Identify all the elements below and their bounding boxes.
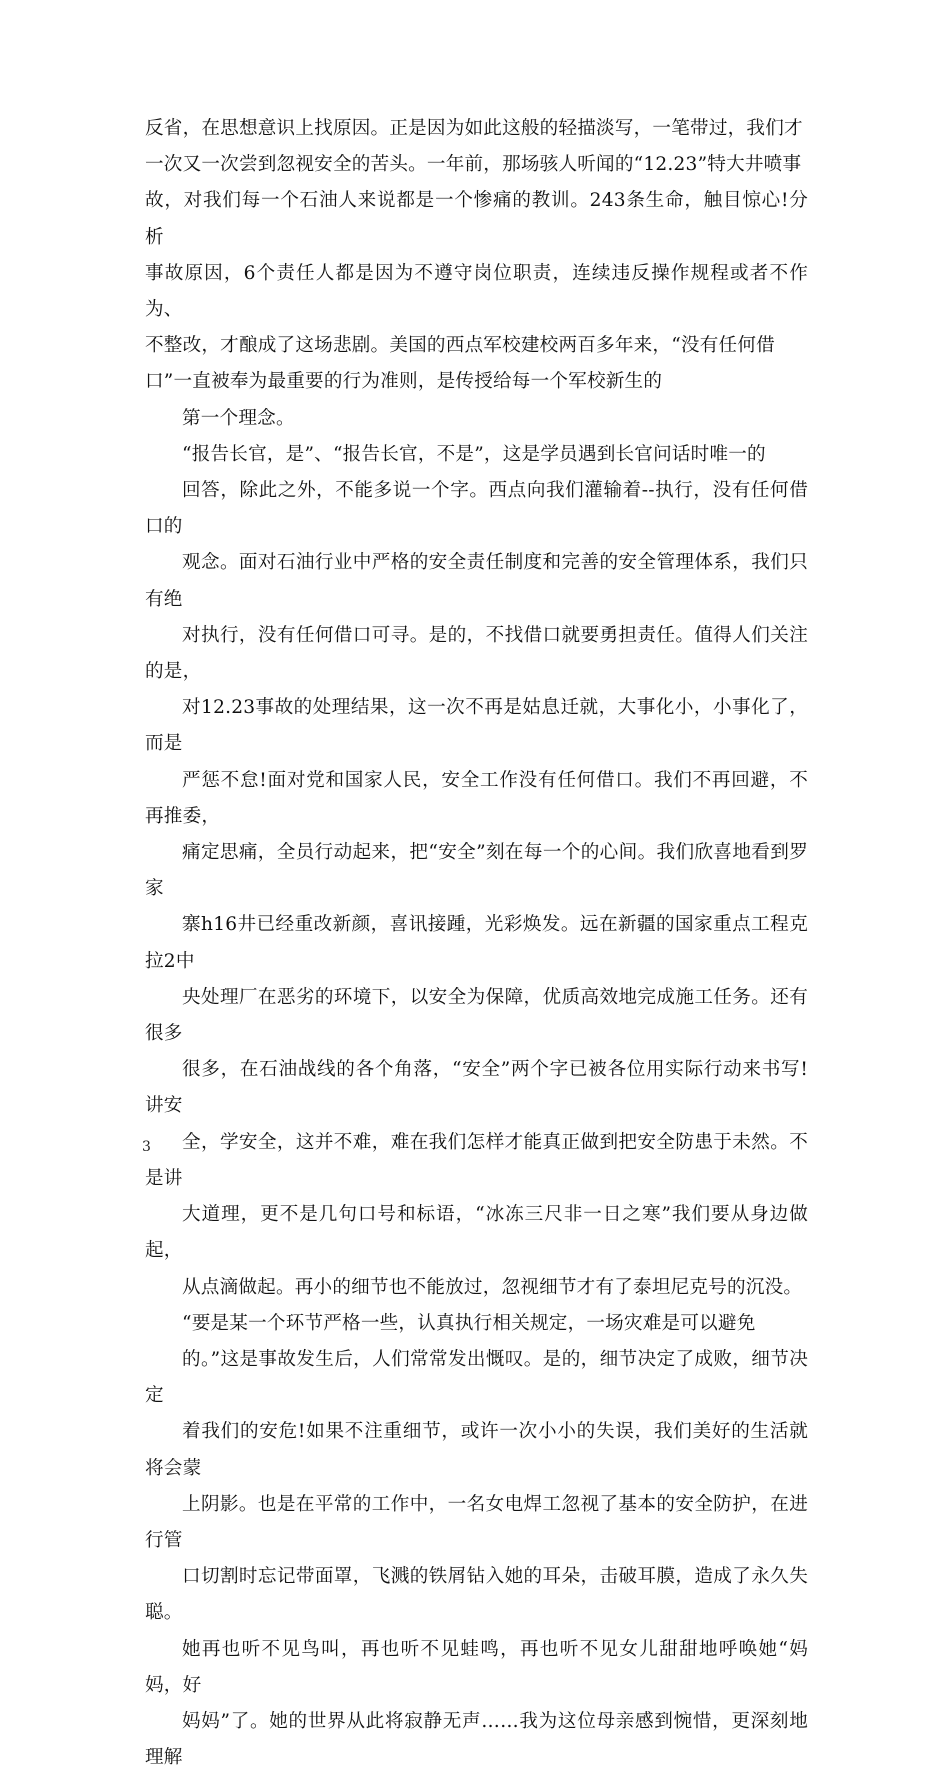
paragraph [145, 437, 808, 1306]
text-line: 不整改，才酿成了这场悲剧。美国的西点军校建校两百多年来，“没有任何借 [145, 335, 775, 357]
text-line: 从点滴做起。再小的细节也不能放过，忽视细节才有了泰坦尼克号的沉没。 [182, 1276, 803, 1298]
paragraph [145, 401, 808, 437]
text-line: 很多，在石油战线的各个角落，“安全”两个字已被各位用实际行动来书写!讲安 [145, 1059, 808, 1117]
text-line: “要是某一个环节严格一些，认真执行相关规定，一场灾难是可以避免 [182, 1312, 756, 1334]
paragraph [145, 111, 808, 401]
text-line: 观念。面对石油行业中严格的安全责任制度和完善的安全管理体系，我们只有绝 [145, 552, 808, 610]
text-line: 严惩不怠!面对党和国家人民，安全工作没有任何借口。我们不再回避，不再推委， [145, 769, 808, 827]
text-line: 事故原因，6个责任人都是因为不遵守岗位职责，连续违反操作规程或者不作为、 [145, 262, 808, 321]
text-line: 一次又一次尝到忽视安全的苦头。一年前，那场骇人听闻的“12.23”特大井喷事 [145, 154, 802, 176]
page-number: 3 [142, 1139, 151, 1155]
text-line: 第一个理念。 [182, 407, 295, 429]
document-body [145, 111, 808, 1776]
text-line: 对12.23事故的处理结果，这一次不再是姑息迁就，大事化小，小事化了，而是 [145, 697, 808, 755]
text-line: 反省，在思想意识上找原因。正是因为如此这般的轻描淡写，一笔带过，我们才 [145, 118, 803, 139]
text-line: 口切割时忘记带面罩，飞溅的铁屑钻入她的耳朵，击破耳膜，造成了永久失聪。 [145, 1566, 808, 1624]
text-line: 回答，除此之外，不能多说一个字。西点向我们灌输着--执行，没有任何借口的 [145, 480, 808, 538]
text-line: 妈妈”了。她的世界从此将寂静无声……我为这位母亲感到惋惜，更深刻地理解 [145, 1710, 808, 1769]
text-line: 的。”这是事故发生后，人们常常发出慨叹。是的，细节决定了成败，细节决定 [145, 1348, 808, 1407]
text-line: 寨h16井已经重改新颜，喜讯接踵，光彩焕发。远在新疆的国家重点工程克拉2中 [145, 914, 808, 972]
text-line: 上阴影。也是在平常的工作中，一名女电焊工忽视了基本的安全防护，在进行管 [145, 1493, 808, 1551]
text-line: 央处理厂在恶劣的环境下，以安全为保障，优质高效地完成施工任务。还有很多 [145, 986, 808, 1045]
text-line: 故，对我们每一个石油人来说都是一个惨痛的教训。243条生命，触目惊心!分析 [145, 190, 808, 248]
text-line: 痛定思痛，全员行动起来，把“安全”刻在每一个的心间。我们欣喜地看到罗家 [145, 842, 808, 900]
text-line: 大道理，更不是几句口号和标语，“冰冻三尺非一日之寒”我们要从身边做起， [145, 1204, 808, 1262]
paragraph [145, 1306, 808, 1776]
text-line: “报告长官，是”、“报告长官，不是”，这是学员遇到长官问话时唯一的 [182, 443, 766, 465]
text-line: 全，学安全，这并不难，难在我们怎样才能真正做到把安全防患于未然。不是讲 [145, 1131, 808, 1189]
text-line: 对执行，没有任何借口可寻。是的，不找借口就要勇担责任。值得人们关注的是， [145, 624, 808, 683]
text-line: 口”一直被奉为最重要的行为准则，是传授给每一个军校新生的 [145, 371, 663, 393]
text-line: 她再也听不见鸟叫，再也听不见蛙鸣，再也听不见女儿甜甜地呼唤她“妈妈，好 [145, 1638, 808, 1696]
text-line: 着我们的安危!如果不注重细节，或许一次小小的失误，我们美好的生活就将会蒙 [145, 1421, 808, 1479]
